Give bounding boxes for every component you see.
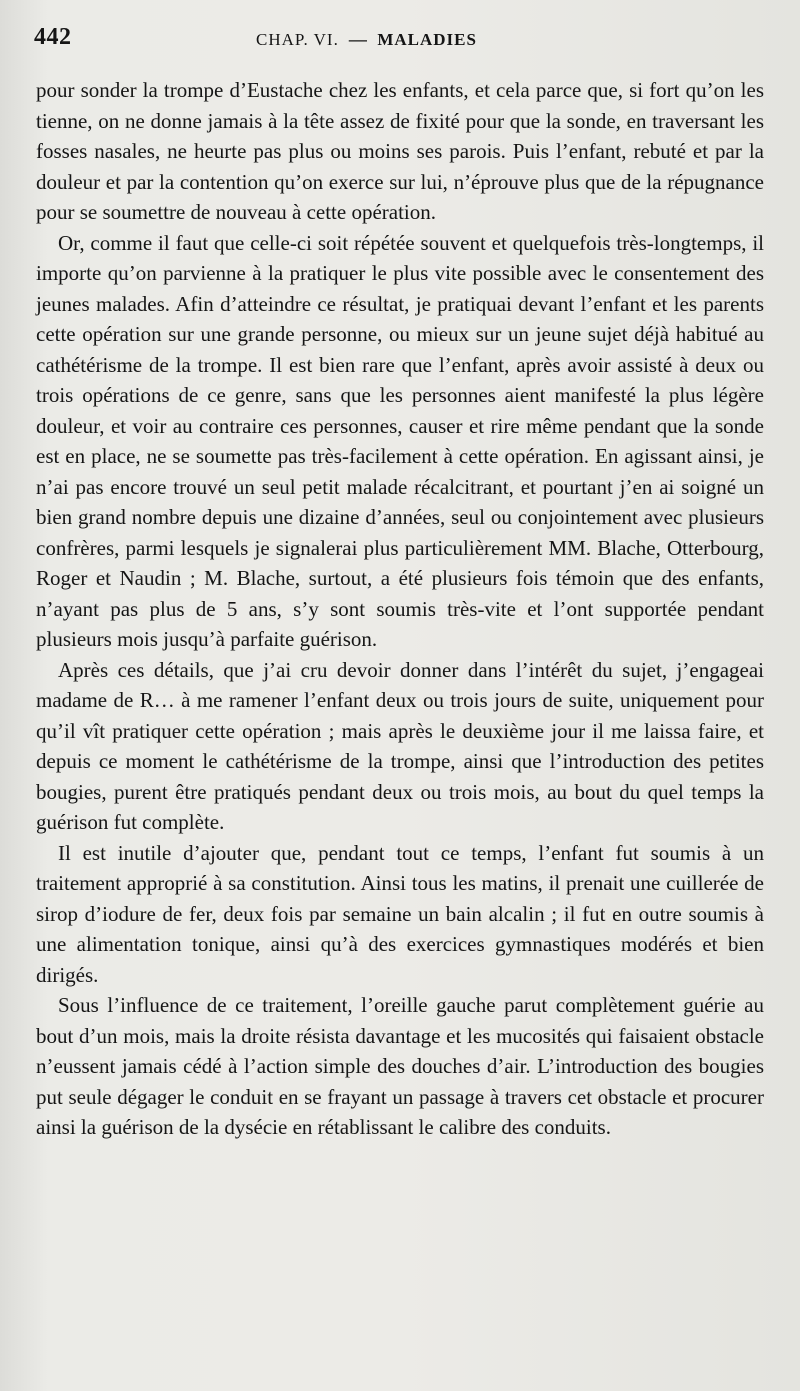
paragraph-3: Après ces détails, que j’ai cru devoir donner dans l’intérêt du sujet, j’engageai madame de R… à me ramener l’enfant deux ou trois jours de suite, uniquement pour qu’il vît pratiquer cette opération ; mais après le deuxième jour il me laissa faire, et depuis ce moment le cathétérisme de la trompe, ainsi que l’introduction des petites bougies, purent être pratiqués pendant deux ou trois mois, au bout du quel temps la guérison fut complète.: [36, 657, 764, 834]
section-label: MALADIES: [377, 30, 477, 49]
paragraph-1: pour sonder la trompe d’Eustache chez les enfants, et cela parce que, si fort qu’on les tienne, on ne donne jamais à la tête assez de fixité pour que la sonde, en traversant les fosses nasales, ne heurte pas plus ou moins ses parois. Puis l’enfant, rebuté et par la douleur et par la contention qu’on exerce sur lui, n’éprouve plus que de la répugnance pour se soumettre de nouveau à cette opération.: [36, 78, 764, 224]
running-head: [256, 26, 477, 51]
header-dash: —: [348, 29, 368, 49]
paragraph-5: Sous l’influence de ce traitement, l’oreille gauche parut complètement guérie au bout d’un mois, mais la droite résista davantage et les mucosités qui faisaient obstacle n’eussent jamais cédé à l’action simple des douches d’air. L’introduction des bougies put seule dégager le conduit en se frayant un passage à travers cet obstacle et procurer ainsi la guérison de la dysécie en rétablissant le calibre des conduits.: [36, 993, 764, 1139]
body-text: [36, 75, 764, 1143]
page-number: 442: [34, 24, 72, 50]
paragraph-4: Il est inutile d’ajouter que, pendant tout ce temps, l’enfant fut soumis à un traitement approprié à sa constitution. Ainsi tous les matins, il prenait une cuillerée de sirop d’iodure de fer, deux fois par semaine un bain alcalin ; il fut en outre soumis à une alimentation tonique, ainsi qu’à des exercices gymnastiques modérés et bien dirigés.: [36, 840, 764, 987]
page-header: [34, 22, 766, 52]
paragraph-2: Or, comme il faut que celle-ci soit répétée souvent et quelquefois très-longtemps, il importe qu’on parvienne à la pratiquer le plus vite possible avec le consentement des jeunes malades. Afin d’atteindre ce résultat, je pratiquai devant l’enfant et les parents cette opération sur une grande personne, ou mieux sur un jeune sujet déjà habitué au cathétérisme de la trompe. Il est bien rare que l’enfant, après avoir assisté à deux ou trois opérations de ce genre, sans que les personnes aient manifesté la plus légère douleur, et voir au contraire ces personnes, causer et rire même pendant que la sonde est en place, ne se soumette pas très-facilement à cette opération. En agissant ainsi, je n’ai pas encore trouvé un seul petit malade récalcitrant, et pourtant j’en ai soigné un bien grand nombre depuis une dizaine d’années, seul ou conjointement avec plusieurs confrères, parmi lesquels je signalerai plus particulièrement MM. Blache, Otterbourg, Roger et Naudin ; M. Blache, surtout, a été plusieurs fois témoin que des enfants, n’ayant pas plus de 5 ans, s’y sont soumis très-vite et l’ont supportée pendant plusieurs mois jusqu’à parfaite guérison.: [36, 230, 764, 651]
chapter-label: CHAP. VI.: [256, 30, 339, 49]
